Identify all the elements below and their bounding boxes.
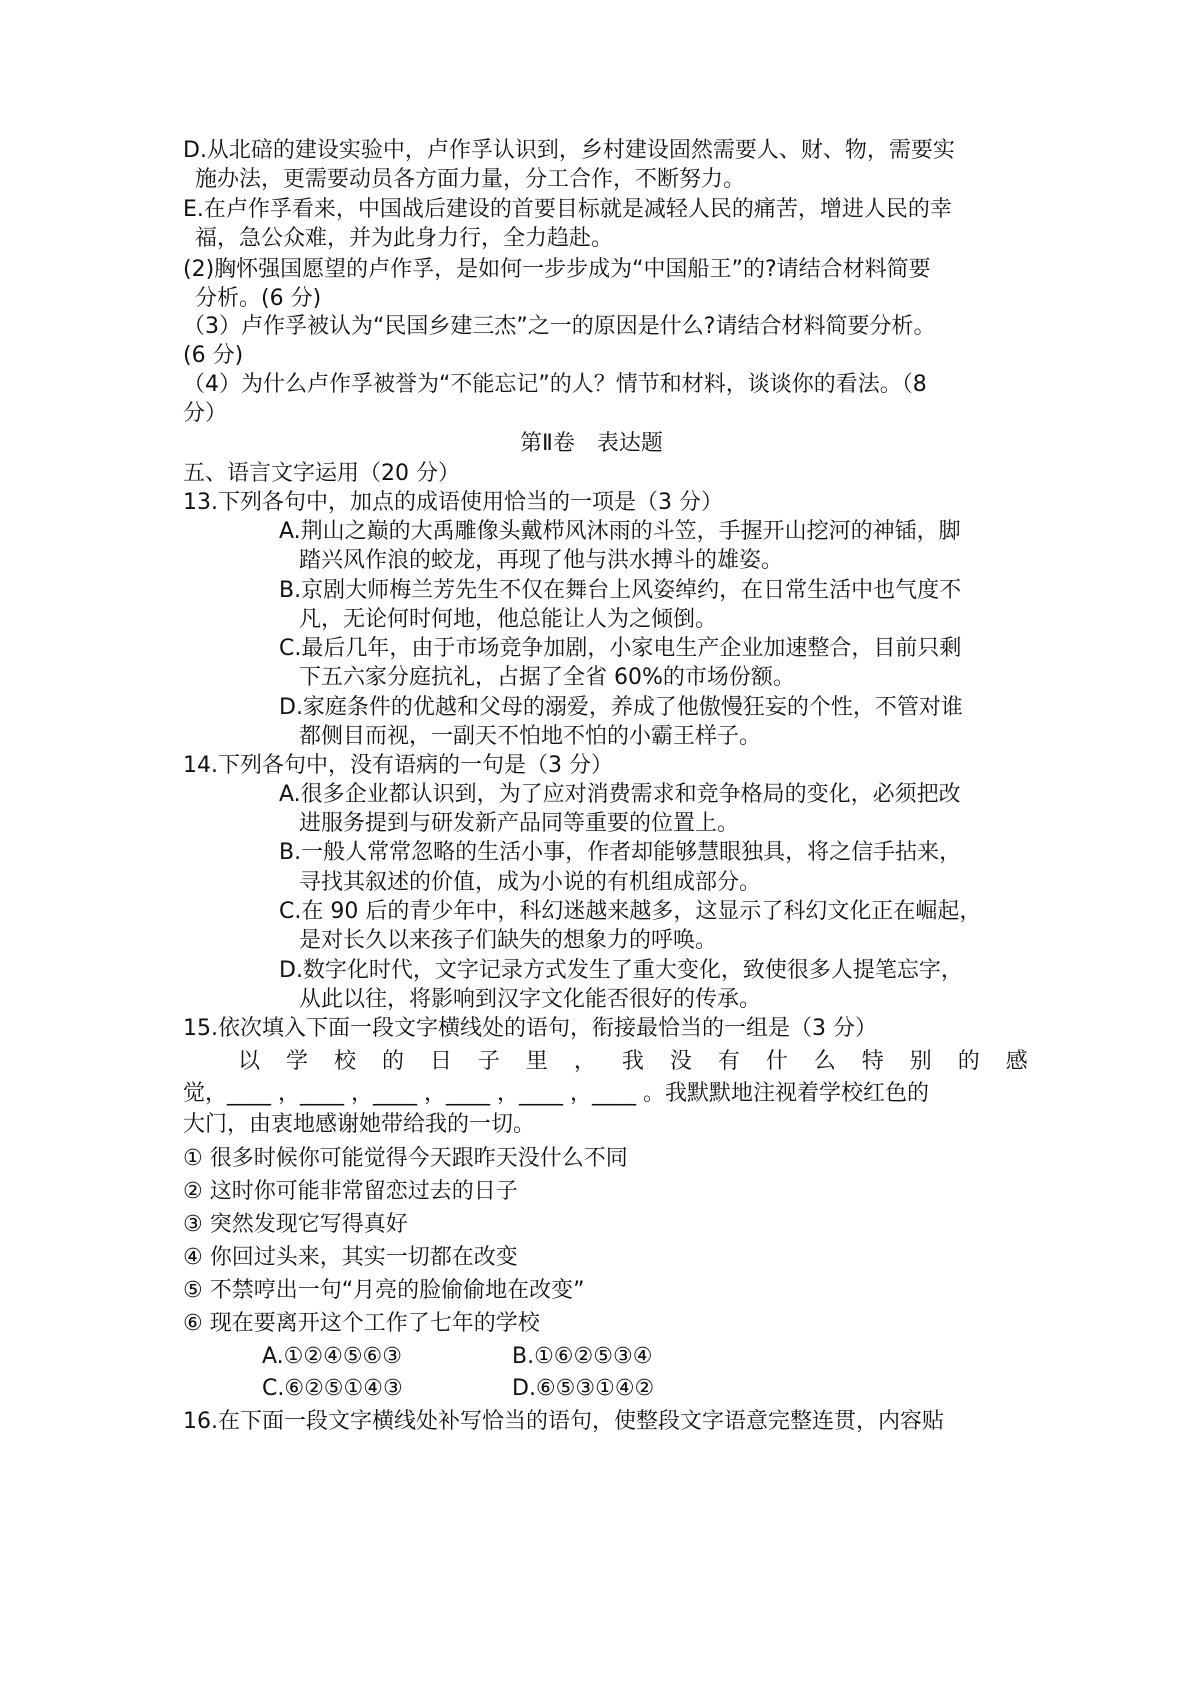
- q14-option-c-line1: C.在 90 后的青少年中，科幻迷越来越多，这显示了科幻文化正在崛起，: [279, 899, 982, 924]
- q14-option-c-line2: 是对长久以来孩子们缺失的想象力的呼唤。: [299, 928, 718, 953]
- option-d-line2: 施办法，更需要动员各方面力量，分工合作，不断努力。: [195, 167, 746, 192]
- q15-stem: 15.依次填入下面一段文字横线处的语句，衔接最恰当的一组是（3 分）: [183, 1016, 877, 1041]
- passage-char: 学: [285, 1049, 308, 1074]
- q14-option-d-line1: D.数字化时代，文字记录方式发生了重大变化，致使很多人提笔忘字，: [279, 958, 963, 983]
- q14-option-a-line1: A.很多企业都认识到，为了应对消费需求和竞争格局的变化，必须把改: [279, 782, 961, 807]
- passage-char: 别: [909, 1049, 932, 1074]
- q13-option-a-line2: 踏兴风作浪的蛟龙，再现了他与洪水搏斗的雄姿。: [299, 548, 784, 573]
- passage-char: 校: [333, 1049, 356, 1074]
- q14-option-a-line2: 进服务提到与研发新产品同等重要的位置上。: [299, 811, 740, 836]
- option-e-line1: E.在卢作孚看来，中国战后建设的首要目标就是减轻人民的痛苦，增进人民的幸: [183, 197, 952, 222]
- passage-char: 里: [525, 1049, 548, 1074]
- q15-item-3: ③ 突然发现它写得真好: [183, 1212, 408, 1237]
- question-3-line2: (6 分): [183, 343, 244, 368]
- q13-stem: 13.下列各句中，加点的成语使用恰当的一项是（3 分）: [183, 490, 723, 515]
- passage-char: 有: [717, 1049, 740, 1074]
- q16-stem: 16.在下面一段文字横线处补写恰当的语句，使整段文字语意完整连贯，内容贴: [183, 1409, 944, 1434]
- q13-option-b-line2: 凡，无论何时何地，他总能让人为之倾倒。: [299, 607, 718, 632]
- q15-passage-line2: 觉，____ ，____ ，____ ，____ ，____ ，____ 。我默默地注视着学校红色的: [183, 1081, 929, 1106]
- q13-option-d-line2: 都侧目而视，一副天不怕地不怕的小霸王样子。: [299, 724, 762, 749]
- section-heading: 五、语言文字运用（20 分）: [183, 461, 460, 486]
- q14-option-d-line2: 从此以往，将影响到汉字文化能否很好的传承。: [299, 987, 762, 1012]
- passage-char: 以: [238, 1049, 261, 1074]
- question-2-line1: (2)胸怀强国愿望的卢作孚，是如何一步步成为“中国船王”的?请结合材料简要: [183, 257, 931, 282]
- option-d-line1: D.从北碚的建设实验中，卢作孚认识到，乡村建设固然需要人、财、物，需要实: [183, 138, 955, 163]
- q15-choice-a: A.①②④⑤⑥③: [262, 1344, 402, 1369]
- q14-option-b-line1: B.一般人常常忽略的生活小事，作者却能够慧眼独具，将之信手拈来，: [279, 840, 962, 865]
- q14-stem: 14.下列各句中，没有语病的一句是（3 分）: [183, 753, 613, 778]
- passage-char: 的: [381, 1049, 404, 1074]
- passage-char: 的: [957, 1049, 980, 1074]
- q15-passage-line1: [238, 1047, 1028, 1077]
- passage-char: 特: [861, 1049, 884, 1074]
- q15-item-5: ⑤ 不禁哼出一句“月亮的脸偷偷地在改变”: [183, 1278, 585, 1303]
- q13-option-d-line1: D.家庭条件的优越和父母的溺爱，养成了他傲慢狂妄的个性，不管对谁: [279, 695, 963, 720]
- q15-passage-line3: 大门，由衷地感谢她带给我的一切。: [183, 1112, 536, 1137]
- option-e-line2: 福，急公众难，并为此身力行，全力趋赴。: [195, 226, 614, 251]
- passage-char: 没: [669, 1049, 692, 1074]
- q15-item-2: ② 这时你可能非常留恋过去的日子: [183, 1179, 518, 1204]
- volume-title: 第Ⅱ卷 表达题: [520, 431, 663, 456]
- passage-char: 我: [621, 1049, 644, 1074]
- q14-option-b-line2: 寻找其叙述的价值，成为小说的有机组成部分。: [299, 870, 762, 895]
- passage-char: ，: [573, 1049, 596, 1074]
- q13-option-c-line2: 下五六家分庭抗礼，占据了全省 60%的市场份额。: [299, 665, 795, 690]
- q15-choice-c: C.⑥②⑤①④③: [262, 1376, 403, 1401]
- q15-item-4: ④ 你回过头来，其实一切都在改变: [183, 1245, 518, 1270]
- passage-char: 日: [429, 1049, 452, 1074]
- q13-option-a-line1: A.荆山之巅的大禹雕像头戴栉风沐雨的斗笠，手握开山挖河的神锸，脚: [279, 519, 961, 544]
- question-2-line2: 分析。(6 分): [195, 286, 322, 311]
- q15-item-1: ① 很多时候你可能觉得今天跟昨天没什么不同: [183, 1146, 628, 1171]
- passage-char: 么: [813, 1049, 836, 1074]
- passage-char: 子: [477, 1049, 500, 1074]
- question-3-line1: （3）卢作孚被认为“民国乡建三杰”之一的原因是什么?请结合材料简要分析。: [183, 314, 936, 339]
- passage-char: 感: [1005, 1049, 1028, 1074]
- q15-choice-row-2: [262, 1374, 762, 1404]
- passage-char: 什: [765, 1049, 788, 1074]
- q13-option-c-line1: C.最后几年，由于市场竞争加剧，小家电生产企业加速整合，目前只剩: [279, 636, 962, 661]
- q15-choice-row-1: [262, 1342, 762, 1372]
- q13-option-b-line1: B.京剧大师梅兰芳先生不仅在舞台上风姿绰约，在日常生活中也气度不: [279, 578, 962, 603]
- q15-choice-b: B.①⑥②⑤③④: [512, 1344, 653, 1369]
- question-4-line1: （4）为什么卢作孚被誉为“不能忘记”的人？情节和材料，谈谈你的看法。（8: [183, 372, 927, 397]
- q15-choice-d: D.⑥⑤③①④②: [512, 1376, 655, 1401]
- question-4-line2: 分）: [183, 401, 228, 426]
- q15-item-6: ⑥ 现在要离开这个工作了七年的学校: [183, 1311, 540, 1336]
